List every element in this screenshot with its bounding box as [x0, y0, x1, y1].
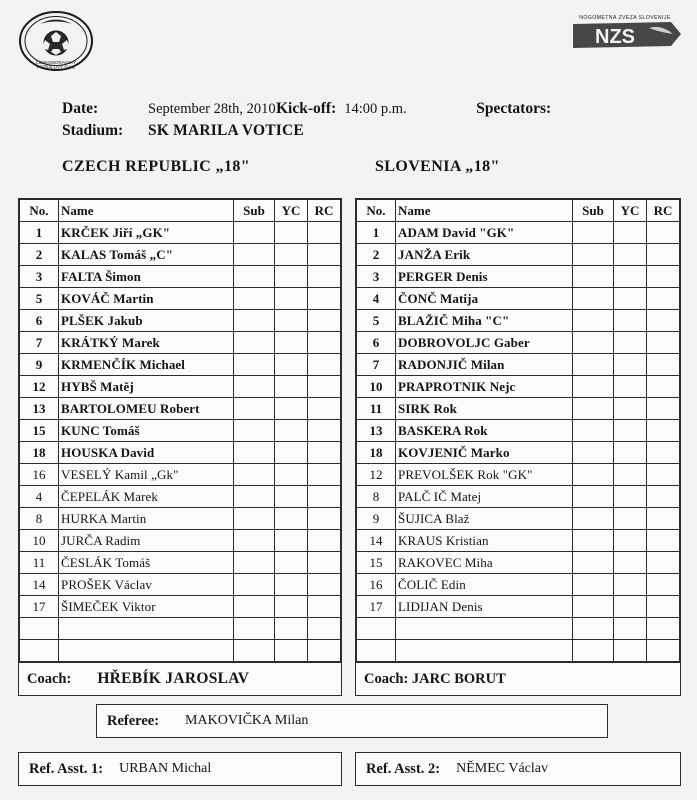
red-card-cell[interactable] — [308, 398, 341, 420]
home-roster-body — [20, 222, 341, 662]
player-number: 9 — [20, 354, 59, 376]
table-row — [20, 354, 341, 376]
yellow-card-cell[interactable] — [275, 442, 308, 464]
player-name: JANŽA Erik — [396, 244, 573, 266]
player-number: 9 — [357, 508, 396, 530]
yellow-card-cell[interactable] — [614, 530, 647, 552]
match-info — [62, 100, 662, 144]
sub-cell[interactable] — [234, 574, 275, 596]
sub-cell[interactable] — [573, 398, 614, 420]
coach-name: HŘEBÍK JAROSLAV — [97, 670, 250, 687]
player-number: 11 — [357, 398, 396, 420]
home-coach-row — [19, 662, 341, 695]
yellow-card-cell[interactable] — [275, 332, 308, 354]
table-header-row — [357, 200, 680, 222]
red-card-cell[interactable] — [308, 376, 341, 398]
table-row — [20, 288, 341, 310]
yellow-card-cell[interactable] — [614, 596, 647, 618]
player-name: FALTA Šimon — [59, 266, 234, 288]
red-card-cell[interactable] — [647, 530, 680, 552]
sub-cell[interactable] — [573, 354, 614, 376]
sub-cell[interactable] — [573, 332, 614, 354]
sub-cell[interactable] — [234, 464, 275, 486]
yellow-card-cell[interactable] — [614, 244, 647, 266]
ref-asst-1-label: Ref. Asst. 1: — [29, 760, 104, 777]
sub-cell[interactable] — [234, 640, 275, 662]
coach-label: Coach: JARC BORUT — [364, 670, 506, 687]
table-row — [357, 266, 680, 288]
away-roster-body — [357, 222, 680, 662]
yellow-card-cell[interactable] — [614, 222, 647, 244]
red-card-cell[interactable] — [647, 376, 680, 398]
svg-text:FOTBALOVÝ SVAZ: FOTBALOVÝ SVAZ — [36, 64, 76, 70]
player-name: SIRK Rok — [396, 398, 573, 420]
table-row — [20, 530, 341, 552]
player-number: 7 — [357, 354, 396, 376]
column-header-sub: Sub — [573, 200, 614, 222]
match-info-row-stadium — [62, 122, 662, 140]
yellow-card-cell[interactable] — [614, 486, 647, 508]
yellow-card-cell[interactable] — [275, 244, 308, 266]
sub-cell[interactable] — [573, 552, 614, 574]
player-name: RADONJIČ Milan — [396, 354, 573, 376]
table-row-empty — [20, 640, 341, 662]
red-card-cell[interactable] — [308, 596, 341, 618]
sub-cell[interactable] — [234, 420, 275, 442]
yellow-card-cell[interactable] — [614, 618, 647, 640]
column-header-sub: Sub — [234, 200, 275, 222]
player-name: ČESLÁK Tomáš — [59, 552, 234, 574]
red-card-cell[interactable] — [647, 552, 680, 574]
referee-name: MAKOVIČKA Milan — [185, 713, 309, 728]
sub-cell[interactable] — [234, 508, 275, 530]
red-card-cell[interactable] — [647, 596, 680, 618]
player-name[interactable] — [59, 640, 234, 662]
away-team-roster — [355, 198, 681, 696]
table-row — [357, 310, 680, 332]
kickoff-value: 14:00 p.m. — [344, 101, 407, 117]
table-row — [20, 442, 341, 464]
player-number: 7 — [20, 332, 59, 354]
yellow-card-cell[interactable] — [275, 420, 308, 442]
referee-box — [96, 704, 608, 738]
column-header-no: No. — [20, 200, 59, 222]
table-row — [357, 332, 680, 354]
yellow-card-cell[interactable] — [614, 508, 647, 530]
yellow-card-cell[interactable] — [275, 508, 308, 530]
sub-cell[interactable] — [234, 618, 275, 640]
player-name[interactable] — [396, 618, 573, 640]
player-number: 5 — [357, 310, 396, 332]
yellow-card-cell[interactable] — [614, 552, 647, 574]
table-row — [20, 332, 341, 354]
away-coach-row — [356, 662, 680, 695]
table-row — [20, 574, 341, 596]
player-name[interactable] — [59, 618, 234, 640]
table-row — [20, 266, 341, 288]
yellow-card-cell[interactable] — [614, 640, 647, 662]
svg-text:NZS: NZS — [595, 26, 635, 48]
home-team-title: CZECH REPUBLIC „18" — [62, 158, 251, 175]
slovenian-football-association-logo — [563, 10, 683, 56]
red-card-cell[interactable] — [308, 332, 341, 354]
sub-cell[interactable] — [573, 640, 614, 662]
date-label: Date: — [62, 100, 99, 117]
table-row — [357, 398, 680, 420]
yellow-card-cell[interactable] — [614, 574, 647, 596]
player-name: ČOLIČ Edin — [396, 574, 573, 596]
table-row — [20, 310, 341, 332]
yellow-card-cell[interactable] — [275, 596, 308, 618]
table-row — [20, 552, 341, 574]
player-name: KUNC Tomáš — [59, 420, 234, 442]
player-number: 1 — [20, 222, 59, 244]
red-card-cell[interactable] — [308, 574, 341, 596]
yellow-card-cell[interactable] — [614, 332, 647, 354]
svg-text:ČESKOMORAVSKÝ: ČESKOMORAVSKÝ — [36, 60, 76, 65]
table-row — [20, 398, 341, 420]
player-number: 15 — [357, 552, 396, 574]
sub-cell[interactable] — [573, 442, 614, 464]
player-name: KOVJENIČ Marko — [396, 442, 573, 464]
player-number: 3 — [20, 266, 59, 288]
player-name: DOBROVOLJC Gaber — [396, 332, 573, 354]
player-number: 18 — [20, 442, 59, 464]
player-number: 13 — [20, 398, 59, 420]
yellow-card-cell[interactable] — [614, 310, 647, 332]
sub-cell[interactable] — [573, 266, 614, 288]
sub-cell[interactable] — [573, 574, 614, 596]
red-card-cell[interactable] — [647, 640, 680, 662]
table-row — [20, 222, 341, 244]
red-card-cell[interactable] — [647, 618, 680, 640]
table-row — [357, 222, 680, 244]
player-number: 8 — [20, 508, 59, 530]
red-card-cell[interactable] — [308, 552, 341, 574]
red-card-cell[interactable] — [308, 508, 341, 530]
sub-cell[interactable] — [234, 442, 275, 464]
red-card-cell[interactable] — [647, 354, 680, 376]
player-name: PROŠEK Václav — [59, 574, 234, 596]
yellow-card-cell[interactable] — [275, 398, 308, 420]
yellow-card-cell[interactable] — [614, 376, 647, 398]
sub-cell[interactable] — [573, 464, 614, 486]
yellow-card-cell[interactable] — [275, 376, 308, 398]
player-name: KRAUS Kristian — [396, 530, 573, 552]
player-number: 11 — [20, 552, 59, 574]
player-number: 17 — [357, 596, 396, 618]
table-row — [20, 596, 341, 618]
yellow-card-cell[interactable] — [614, 354, 647, 376]
red-card-cell[interactable] — [308, 530, 341, 552]
yellow-card-cell[interactable] — [275, 222, 308, 244]
player-number[interactable] — [20, 618, 59, 640]
yellow-card-cell[interactable] — [275, 618, 308, 640]
column-header-yc: YC — [275, 200, 308, 222]
red-card-cell[interactable] — [647, 310, 680, 332]
player-number: 12 — [20, 376, 59, 398]
yellow-card-cell[interactable] — [614, 288, 647, 310]
player-name: HOUSKA David — [59, 442, 234, 464]
yellow-card-cell[interactable] — [614, 420, 647, 442]
red-card-cell[interactable] — [647, 486, 680, 508]
player-name: KRČEK Jiří „GK" — [59, 222, 234, 244]
player-number: 12 — [357, 464, 396, 486]
player-number: 17 — [20, 596, 59, 618]
table-row — [357, 420, 680, 442]
player-number: 18 — [357, 442, 396, 464]
sub-cell[interactable] — [234, 552, 275, 574]
red-card-cell[interactable] — [308, 486, 341, 508]
sub-cell[interactable] — [234, 530, 275, 552]
player-number[interactable] — [20, 640, 59, 662]
player-name: KOVÁČ Martin — [59, 288, 234, 310]
sub-cell[interactable] — [234, 244, 275, 266]
player-name: ŠUJICA Blaž — [396, 508, 573, 530]
sub-cell[interactable] — [573, 508, 614, 530]
away-roster-table — [356, 199, 680, 662]
player-name: HYBŠ Matěj — [59, 376, 234, 398]
table-row — [357, 244, 680, 266]
player-number: 14 — [357, 530, 396, 552]
player-number: 2 — [357, 244, 396, 266]
red-card-cell[interactable] — [647, 332, 680, 354]
sub-cell[interactable] — [234, 376, 275, 398]
red-card-cell[interactable] — [308, 310, 341, 332]
yellow-card-cell[interactable] — [275, 288, 308, 310]
player-number: 3 — [357, 266, 396, 288]
yellow-card-cell[interactable] — [275, 354, 308, 376]
ref-asst-2-label: Ref. Asst. 2: — [366, 760, 441, 777]
player-number: 10 — [357, 376, 396, 398]
table-row-empty — [20, 618, 341, 640]
stadium-label: Stadium: — [62, 122, 124, 139]
sub-cell[interactable] — [573, 618, 614, 640]
table-row — [357, 464, 680, 486]
player-name: ADAM David "GK" — [396, 222, 573, 244]
player-number: 15 — [20, 420, 59, 442]
yellow-card-cell[interactable] — [614, 464, 647, 486]
table-row — [20, 420, 341, 442]
sub-cell[interactable] — [573, 288, 614, 310]
sub-cell[interactable] — [234, 354, 275, 376]
player-number[interactable] — [357, 640, 396, 662]
player-name: BARTOLOMEU Robert — [59, 398, 234, 420]
sub-cell[interactable] — [573, 222, 614, 244]
player-number: 1 — [357, 222, 396, 244]
yellow-card-cell[interactable] — [275, 486, 308, 508]
red-card-cell[interactable] — [308, 222, 341, 244]
player-name: PLŠEK Jakub — [59, 310, 234, 332]
yellow-card-cell[interactable] — [275, 266, 308, 288]
referee-assistant-1-box — [18, 752, 342, 786]
table-row — [20, 376, 341, 398]
player-number: 5 — [20, 288, 59, 310]
player-name: BASKERA Rok — [396, 420, 573, 442]
red-card-cell[interactable] — [647, 288, 680, 310]
player-name: ČONČ Matija — [396, 288, 573, 310]
red-card-cell[interactable] — [647, 266, 680, 288]
table-row — [357, 530, 680, 552]
player-name: RAKOVEC Miha — [396, 552, 573, 574]
player-name: ŠIMEČEK Viktor — [59, 596, 234, 618]
red-card-cell[interactable] — [647, 420, 680, 442]
date-value: September 28th, 2010 — [148, 101, 276, 117]
table-header-row — [20, 200, 341, 222]
player-name: VESELÝ Kamil „Gk" — [59, 464, 234, 486]
table-row — [357, 288, 680, 310]
player-number: 16 — [20, 464, 59, 486]
table-row — [357, 354, 680, 376]
sub-cell[interactable] — [573, 376, 614, 398]
red-card-cell[interactable] — [647, 222, 680, 244]
red-card-cell[interactable] — [308, 266, 341, 288]
sub-cell[interactable] — [573, 486, 614, 508]
player-number: 2 — [20, 244, 59, 266]
player-number: 13 — [357, 420, 396, 442]
table-row — [20, 244, 341, 266]
player-number[interactable] — [357, 618, 396, 640]
red-card-cell[interactable] — [308, 288, 341, 310]
table-row — [357, 442, 680, 464]
table-row-empty — [357, 618, 680, 640]
yellow-card-cell[interactable] — [275, 530, 308, 552]
ref-asst-1-name: URBAN Michal — [119, 761, 212, 776]
yellow-card-cell[interactable] — [614, 398, 647, 420]
player-name: PALČ IČ Matej — [396, 486, 573, 508]
player-name: PRAPROTNIK Nejc — [396, 376, 573, 398]
player-name: ČEPELÁK Marek — [59, 486, 234, 508]
table-row-empty — [357, 640, 680, 662]
sub-cell[interactable] — [573, 420, 614, 442]
player-name: KRÁTKÝ Marek — [59, 332, 234, 354]
red-card-cell[interactable] — [647, 574, 680, 596]
table-row — [357, 574, 680, 596]
sub-cell[interactable] — [234, 398, 275, 420]
player-name: PREVOLŠEK Rok "GK" — [396, 464, 573, 486]
table-row — [357, 486, 680, 508]
player-name: HURKA Martin — [59, 508, 234, 530]
yellow-card-cell[interactable] — [614, 442, 647, 464]
sub-cell[interactable] — [234, 222, 275, 244]
column-header-rc: RC — [308, 200, 341, 222]
red-card-cell[interactable] — [308, 640, 341, 662]
player-name: BLAŽIČ Miha "C" — [396, 310, 573, 332]
player-number: 4 — [357, 288, 396, 310]
red-card-cell[interactable] — [647, 398, 680, 420]
referee-label: Referee: — [107, 712, 160, 729]
svg-text:NOGOMETNA ZVEZA SLOVENIJE: NOGOMETNA ZVEZA SLOVENIJE — [579, 15, 671, 21]
czech-football-association-crest — [18, 10, 94, 72]
red-card-cell[interactable] — [308, 244, 341, 266]
yellow-card-cell[interactable] — [275, 574, 308, 596]
sub-cell[interactable] — [573, 596, 614, 618]
yellow-card-cell[interactable] — [275, 310, 308, 332]
player-number: 14 — [20, 574, 59, 596]
yellow-card-cell[interactable] — [614, 266, 647, 288]
column-header-rc: RC — [647, 200, 680, 222]
player-name: KALAS Tomáš „C" — [59, 244, 234, 266]
player-number: 8 — [357, 486, 396, 508]
red-card-cell[interactable] — [647, 508, 680, 530]
sub-cell[interactable] — [573, 310, 614, 332]
kickoff-label: Kick-off: — [276, 100, 337, 117]
coach-label: Coach: — [27, 670, 72, 687]
sub-cell[interactable] — [234, 596, 275, 618]
sub-cell[interactable] — [234, 310, 275, 332]
sub-cell[interactable] — [234, 486, 275, 508]
ref-asst-2-name: NĚMEC Václav — [456, 761, 548, 776]
home-roster-table — [19, 199, 341, 662]
referee-assistant-2-box — [355, 752, 681, 786]
player-name: PERGER Denis — [396, 266, 573, 288]
red-card-cell[interactable] — [647, 442, 680, 464]
sub-cell[interactable] — [573, 244, 614, 266]
match-info-row-date — [62, 100, 662, 118]
column-header-yc: YC — [614, 200, 647, 222]
stadium-value: SK MARILA VOTICE — [148, 122, 304, 139]
table-row — [357, 552, 680, 574]
spectators-label: Spectators: — [476, 100, 552, 117]
red-card-cell[interactable] — [308, 442, 341, 464]
column-header-no: No. — [357, 200, 396, 222]
yellow-card-cell[interactable] — [275, 464, 308, 486]
table-row — [20, 464, 341, 486]
sub-cell[interactable] — [234, 288, 275, 310]
table-row — [20, 508, 341, 530]
column-header-name: Name — [59, 200, 234, 222]
player-number: 4 — [20, 486, 59, 508]
home-team-roster — [18, 198, 342, 696]
sub-cell[interactable] — [234, 332, 275, 354]
player-number: 6 — [20, 310, 59, 332]
yellow-card-cell[interactable] — [275, 640, 308, 662]
red-card-cell[interactable] — [308, 618, 341, 640]
yellow-card-cell[interactable] — [275, 552, 308, 574]
table-row — [20, 486, 341, 508]
player-number: 10 — [20, 530, 59, 552]
player-name[interactable] — [396, 640, 573, 662]
column-header-name: Name — [396, 200, 573, 222]
sub-cell[interactable] — [573, 530, 614, 552]
player-name: JURČA Radim — [59, 530, 234, 552]
player-name: LIDIJAN Denis — [396, 596, 573, 618]
player-name: KRMENČÍK Michael — [59, 354, 234, 376]
red-card-cell[interactable] — [308, 420, 341, 442]
table-row — [357, 596, 680, 618]
table-row — [357, 376, 680, 398]
red-card-cell[interactable] — [647, 464, 680, 486]
sub-cell[interactable] — [234, 266, 275, 288]
red-card-cell[interactable] — [308, 354, 341, 376]
player-number: 6 — [357, 332, 396, 354]
player-number: 16 — [357, 574, 396, 596]
away-team-title: SLOVENIA „18" — [375, 158, 500, 175]
red-card-cell[interactable] — [308, 464, 341, 486]
red-card-cell[interactable] — [647, 244, 680, 266]
table-row — [357, 508, 680, 530]
